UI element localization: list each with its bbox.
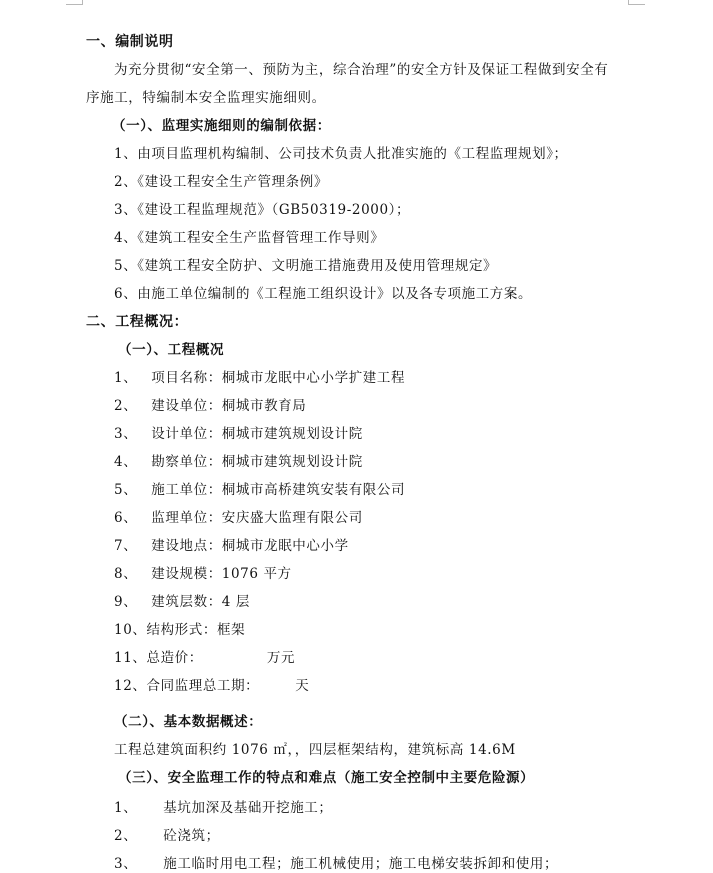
section-heading: 一、编制说明 bbox=[86, 34, 174, 50]
list-item-unit: 天 bbox=[295, 678, 310, 694]
paragraph-line: 序施工，特编制本安全监理实施细则。 bbox=[86, 90, 326, 106]
list-item-text: 建筑层数：4 层 bbox=[151, 594, 250, 610]
list-item-number: 4、 bbox=[114, 454, 138, 470]
list-item-number: 7、 bbox=[114, 538, 138, 554]
list-item-text: 设计单位：桐城市建筑规划设计院 bbox=[151, 426, 363, 442]
list-item bbox=[114, 481, 405, 499]
list-item-number: 3、 bbox=[114, 856, 138, 872]
list-item bbox=[114, 649, 295, 667]
list-item-number: 2、 bbox=[114, 398, 138, 414]
list-item-number: 1、 bbox=[114, 800, 138, 816]
list-item bbox=[114, 677, 309, 695]
sub-heading: （三）、安全监理工作的特点和难点（施工安全控制中主要危险源） bbox=[118, 770, 535, 786]
list-item-text: 砼浇筑； bbox=[163, 828, 220, 844]
list-item bbox=[114, 799, 333, 817]
list-item bbox=[114, 397, 306, 415]
list-item bbox=[114, 425, 363, 443]
list-item: 2、《建设工程安全生产管理条例》 bbox=[114, 174, 328, 190]
list-item-text: 建设单位：桐城市教育局 bbox=[151, 398, 307, 414]
paragraph-line: 工程总建筑面积约 1076 ㎡，，四层框架结构，建筑标高 14.6M bbox=[114, 742, 516, 758]
list-item-number: 8、 bbox=[114, 566, 138, 582]
list-item-number: 6、 bbox=[114, 510, 138, 526]
list-item-unit: 万元 bbox=[266, 650, 296, 666]
list-item bbox=[114, 565, 292, 583]
section-heading: 二、工程概况： bbox=[86, 314, 189, 330]
list-item-text: 建设规模：1076 平方 bbox=[151, 566, 292, 582]
list-item bbox=[114, 593, 250, 611]
list-item: 4、《建筑工程安全生产监督管理工作导则》 bbox=[114, 230, 385, 246]
list-item-text: 监理单位：安庆盛大监理有限公司 bbox=[151, 510, 363, 526]
list-item-number: 3、 bbox=[114, 426, 138, 442]
list-item-text: 施工单位：桐城市高桥建筑安装有限公司 bbox=[151, 482, 406, 498]
list-item bbox=[114, 855, 558, 873]
list-item: 6、由施工单位编制的《工程施工组织设计》以及各专项施工方案。 bbox=[114, 286, 533, 302]
list-item-label: 11、总造价： bbox=[114, 650, 203, 666]
sub-heading: （一）、工程概况 bbox=[118, 342, 225, 358]
page-corner-mark-top-right bbox=[628, 0, 645, 5]
list-item bbox=[114, 827, 220, 845]
list-item-number: 1、 bbox=[114, 370, 138, 386]
list-item: 1、由项目监理机构编制、公司技术负责人批准实施的《工程监理规划》； bbox=[114, 146, 568, 162]
list-item: 5、《建筑工程安全防护、文明施工措施费用及使用管理规定》 bbox=[114, 258, 498, 274]
list-item-number: 9、 bbox=[114, 594, 138, 610]
list-item-text: 勘察单位：桐城市建筑规划设计院 bbox=[151, 454, 363, 470]
list-item bbox=[114, 369, 405, 387]
sub-heading: （一）、监理实施细则的编制依据： bbox=[112, 118, 331, 134]
list-item bbox=[114, 453, 363, 471]
paragraph-line: 为充分贯彻“安全第一、预防为主，综合治理”的安全方针及保证工程做到安全有 bbox=[114, 62, 609, 78]
list-item-text: 建设地点：桐城市龙眠中心小学 bbox=[151, 538, 349, 554]
list-item-text: 基坑加深及基础开挖施工； bbox=[163, 800, 333, 816]
list-item: 10、结构形式：框架 bbox=[114, 622, 246, 638]
list-item-text: 施工临时用电工程；施工机械使用；施工电梯安装拆卸和使用； bbox=[163, 856, 559, 872]
sub-heading: （二）、基本数据概述： bbox=[114, 714, 263, 730]
list-item-label: 12、合同监理总工期： bbox=[114, 678, 260, 694]
list-item-number: 5、 bbox=[114, 482, 138, 498]
list-item: 3、《建设工程监理规范》（GB50319-2000）； bbox=[114, 202, 411, 218]
list-item-text: 项目名称：桐城市龙眠中心小学扩建工程 bbox=[151, 370, 406, 386]
list-item-number: 2、 bbox=[114, 828, 138, 844]
list-item bbox=[114, 537, 349, 555]
page-corner-mark-top-left bbox=[66, 0, 83, 5]
list-item bbox=[114, 509, 363, 527]
